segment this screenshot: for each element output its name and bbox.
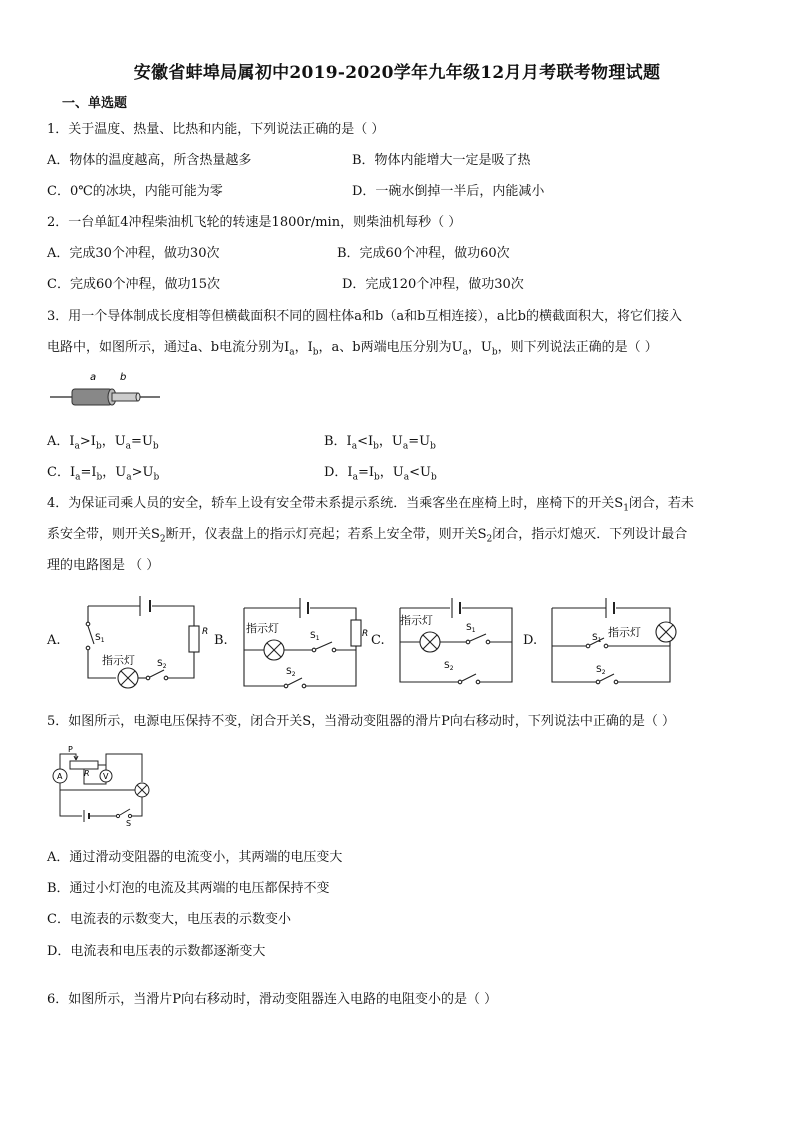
svg-text:S1: $S_1$ [466, 623, 476, 634]
svg-text:P: P [68, 745, 73, 754]
q4-stem-line1: 4．为保证司乘人员的安全，轿车上设有安全带未系提示系统．当乘客坐在座椅上时，座椅下的开关$S_1$闭合，若未 [47, 496, 694, 514]
q6-stem: 6．如图所示，当滑片P向右移动时，滑动变阻器连入电路的电阻变小的是（ ） [47, 992, 498, 1007]
q3-option-c: C．$I_a=I_b$，$U_a>U_b$ [47, 465, 160, 483]
svg-text:S2: $S_2$ [444, 661, 454, 672]
q2-stem: 2．一台单缸4冲程柴油机飞轮的转速是1800r/min，则柴油机每秒（ ） [47, 215, 462, 230]
lamp-label: 指示灯 [400, 614, 433, 627]
q4-label-c: C. [371, 633, 385, 648]
svg-text:S1: $S_1$ [310, 631, 320, 642]
q4-stem-line3: 理的电路图是 （ ） [47, 558, 160, 573]
page-title: 安徽省蚌埠局属初中2019-2020学年九年级12月月考联考物理试题 [133, 63, 661, 83]
q2-option-a: A．完成30个冲程，做功30次 [47, 246, 220, 261]
q3-stem-line1: 3．用一个导体制成长度相等但横截面积不同的圆柱体a和b（a和b互相连接），a比b的横截面积大，将它们接入 [47, 309, 682, 324]
q2-option-c: C．完成60个冲程，做功15次 [47, 277, 221, 292]
label-a: a [90, 372, 97, 383]
q5-option-a: A．通过滑动变阻器的电流变小，其两端的电压变大 [47, 850, 343, 865]
q3-option-d: D．$I_a=I_b$，$U_a<U_b$ [324, 465, 437, 483]
svg-text:S2: $S_2$ [157, 659, 167, 670]
svg-text:S1: $S_1$ [592, 633, 602, 644]
q3-stem-line2: 电路中，如图所示，通过a、b电流分别为$I_a$，$I_b$，a、b两端电压分别为$U_a$，$U_b$，则下列说法正确的是（ ） [47, 340, 658, 358]
q5-stem: 5．如图所示，电源电压保持不变，闭合开关S，当滑动变阻器的滑片P向右移动时，下列说法中正确的是（ ） [47, 714, 676, 729]
q5-option-c: C．电流表的示数变大，电压表的示数变小 [47, 912, 291, 927]
q4-label-b: B. [214, 633, 228, 648]
svg-text:S2: $S_2$ [286, 667, 296, 678]
circuit-d [548, 594, 680, 694]
section-heading: 一、单选题 [62, 96, 128, 111]
q5-option-d: D．电流表和电压表的示数都逐渐变大 [47, 944, 266, 959]
lamp-label: 指示灯 [246, 622, 279, 635]
circuit-b [240, 594, 370, 694]
svg-text:R: R [362, 629, 369, 639]
svg-text:A: A [57, 772, 63, 781]
svg-text:S2: $S_2$ [596, 665, 606, 676]
q1-option-c: C．0℃的冰块，内能可能为零 [47, 184, 223, 199]
svg-text:S: S [126, 819, 132, 826]
q1-stem: 1．关于温度、热量、比热和内能，下列说法正确的是（ ） [47, 122, 385, 137]
q3-option-a: A．$I_a>I_b$，$U_a=U_b$ [47, 434, 159, 452]
q5-option-b: B．通过小灯泡的电流及其两端的电压都保持不变 [47, 881, 330, 896]
svg-text:R: R [202, 627, 209, 637]
lamp-label: 指示灯 [608, 626, 641, 639]
q5-circuit-figure [46, 742, 158, 826]
q4-stem-line2: 系安全带，则开关$S_2$断开，仪表盘上的指示灯亮起；若系上安全带，则开关$S_2$闭合，指示灯熄灭．下列设计最合 [47, 527, 688, 545]
svg-text:R: R [84, 769, 90, 778]
lamp-label: 指示灯 [102, 654, 135, 667]
q1-option-a: A．物体的温度越高，所含热量越多 [47, 153, 252, 168]
label-b: b [120, 372, 127, 383]
q2-option-b: B．完成60个冲程，做功60次 [337, 246, 510, 261]
circuit-a [78, 590, 212, 690]
q1-option-b: B．物体内能增大一定是吸了热 [352, 153, 531, 168]
svg-text:V: V [103, 772, 109, 781]
q1-option-d: D．一碗水倒掉一半后，内能减小 [352, 184, 545, 199]
q4-label-a: A. [47, 633, 61, 648]
q2-option-d: D．完成120个冲程，做功30次 [342, 277, 524, 292]
svg-text:S1: $S_1$ [95, 633, 105, 644]
q4-label-d: D. [523, 633, 538, 648]
conductor-figure [50, 368, 162, 408]
q3-option-b: B．$I_a<I_b$，$U_a=U_b$ [324, 434, 436, 452]
circuit-c [396, 594, 518, 694]
